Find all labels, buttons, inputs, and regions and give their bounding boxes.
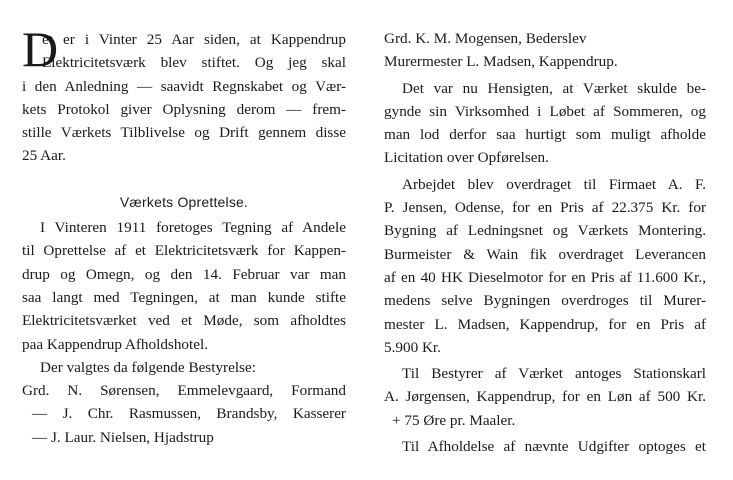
text-line: af en 40 HK Dieselmotor for en Pris af 11.600 Kr.,	[384, 268, 706, 286]
paragraph	[22, 216, 346, 356]
text-line: Burmeister & Wain fik overdraget Leverancen	[384, 245, 706, 263]
paragraph	[384, 173, 706, 359]
text-line: drup og Omegn, og den 14. Februar var man	[22, 265, 346, 283]
text-line: Grd. N. Sørensen, Emmelevgaard, Formand	[22, 382, 346, 400]
text-line: til Oprettelse af et Elektricitetsværk for Kappen-	[22, 242, 346, 260]
paragraph	[384, 77, 706, 170]
text-line: 25 Aar.	[22, 147, 66, 165]
text-line: Elektricitetsværk blev stiftet. Og jeg skal	[42, 54, 346, 72]
text-line: Grd. K. M. Mogensen, Bederslev	[384, 30, 587, 47]
text-line: A. Jørgensen, Kappendrup, for en Løn af 500 Kr.	[384, 388, 706, 406]
text-line: Der valgtes da følgende Bestyrelse:	[40, 358, 256, 376]
text-line: mester L. Madsen, Kappendrup, for en Pris af	[384, 315, 706, 333]
text-line: medens selve Bygningen overdroges til Murer-	[384, 292, 706, 310]
board-list-continued	[384, 27, 706, 74]
right-column	[384, 28, 706, 458]
text-line: — J. Chr. Rasmussen, Brandsby, Kasserer	[32, 405, 346, 423]
text-line: — J. Laur. Nielsen, Hjadstrup	[32, 428, 214, 446]
text-line: 5.900 Kr.	[384, 338, 441, 356]
text-line: gynde sin Virksomhed i Løbet af Sommeren, og	[384, 102, 706, 120]
drop-cap: D	[22, 21, 59, 77]
text-line: Murermester L. Madsen, Kappendrup.	[384, 53, 618, 71]
text-line: kets Protokol giver Oplysning derom — frem-	[22, 100, 346, 118]
intro-paragraph	[22, 21, 346, 168]
paragraph	[384, 435, 706, 458]
section-heading: Værkets Oprettelse.	[119, 193, 249, 210]
text-line: + 75 Øre pr. Maaler.	[392, 411, 516, 429]
text-line: saa langt med Tegningen, at man kunde stifte	[22, 288, 346, 306]
text-line: stille Værkets Tilblivelse og Drift gennem disse	[22, 124, 346, 142]
text-line: Bygning af Ledningsnet og Værkets Montering.	[384, 222, 706, 240]
paragraph	[384, 362, 706, 432]
text-line: P. Jensen, Odense, for en Pris af 22.375 Kr. for	[384, 199, 706, 217]
text-line: paa Kappendrup Afholdshotel.	[22, 335, 209, 353]
text-line: Elektricitetsværket ved et Møde, som afholdtes	[22, 312, 346, 330]
text-line: Til Bestyrer af Værket antoges Stationskarl	[402, 365, 706, 383]
text-line: I Vinteren 1911 foretoges Tegning af Andele	[40, 219, 346, 237]
board-list	[22, 356, 346, 449]
left-column	[22, 21, 346, 449]
text-line: man lod derfor saa hurtigt som muligt afholde	[384, 126, 706, 144]
text-line: Arbejdet blev overdraget til Firmaet A. F.	[402, 175, 706, 193]
text-line: Til Afholdelse af nævnte Udgifter optoges et	[402, 438, 706, 456]
text-line: i den Anledning — saavidt Regnskabet og Vær-	[22, 77, 346, 95]
text-line: Licitation over Opførelsen.	[384, 149, 549, 167]
text-line: Det var nu Hensigten, at Værket skulde be-	[402, 79, 706, 97]
text-line: et er i Vinter 25 Aar siden, at Kappendrup	[42, 31, 346, 48]
